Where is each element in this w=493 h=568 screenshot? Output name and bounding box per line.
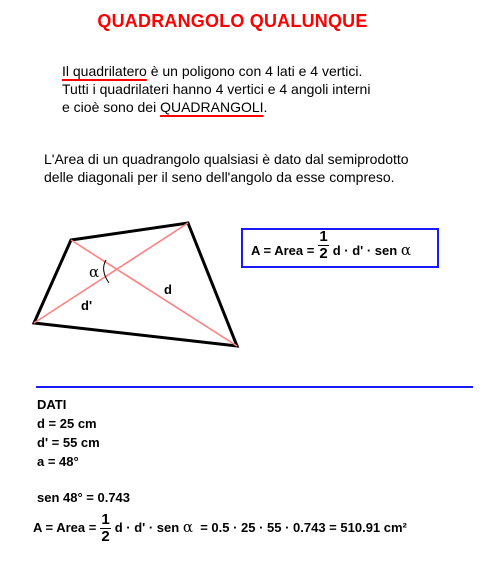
formula-lhs: A = Area =: [251, 243, 315, 258]
area-definition-line-2: delle diagonali per il seno dell'angolo da esse compreso.: [44, 169, 395, 185]
formula-rhs: d · d' · sen: [332, 243, 398, 258]
final-alpha: α: [182, 517, 193, 536]
diagonal-d-label: d: [164, 282, 172, 297]
formula-fraction: [318, 229, 328, 262]
area-formula-box: [241, 228, 439, 268]
intro-underlined-quadrangoli: QUADRANGOLI: [160, 99, 264, 115]
intro-line-3-prefix: e cioè sono dei: [62, 99, 161, 115]
final-calculation: [33, 512, 407, 545]
data-heading: DATI: [37, 397, 67, 412]
diagonal-d-prime-label: d': [81, 298, 93, 313]
final-fraction: [100, 512, 110, 545]
final-lhs: A = Area =: [33, 519, 97, 535]
angle-alpha-label: α: [89, 263, 100, 281]
final-numerator: 1: [101, 511, 110, 528]
area-definition-line-1: L'Area di un quadrangolo qualsiasi è dato dal semiprodotto: [44, 151, 409, 167]
formula-numerator: 1: [319, 228, 328, 246]
sine-value: sen 48° = 0.743: [37, 490, 131, 505]
area-formula: [251, 228, 411, 263]
formula-alpha: α: [400, 241, 411, 259]
data-line-angle: a = 48°: [37, 454, 79, 469]
page-title-text: QUADRANGOLO QUALUNQUE: [97, 11, 368, 31]
final-rhs-prefix: d · d' · sen: [114, 519, 180, 535]
data-line-d-prime: d' = 55 cm: [37, 435, 100, 450]
quadrilateral-outline: [34, 223, 237, 346]
final-rhs-result: = 0.5 · 25 · 55 · 0.743 = 510.91 cm²: [200, 519, 407, 535]
formula-denominator: 2: [319, 245, 328, 263]
final-denominator: 2: [101, 528, 110, 545]
section-divider: [36, 386, 473, 388]
intro-line-1-rest: è un poligono con 4 lati e 4 vertici.: [146, 63, 363, 79]
intro-underlined-term: Il quadrilatero: [62, 63, 147, 79]
intro-line-3-suffix: .: [263, 99, 268, 115]
intro-line-2: Tutti i quadrilateri hanno 4 vertici e 4 angoli interni: [62, 81, 371, 97]
data-line-d: d = 25 cm: [37, 416, 97, 431]
data-section: [37, 395, 100, 471]
